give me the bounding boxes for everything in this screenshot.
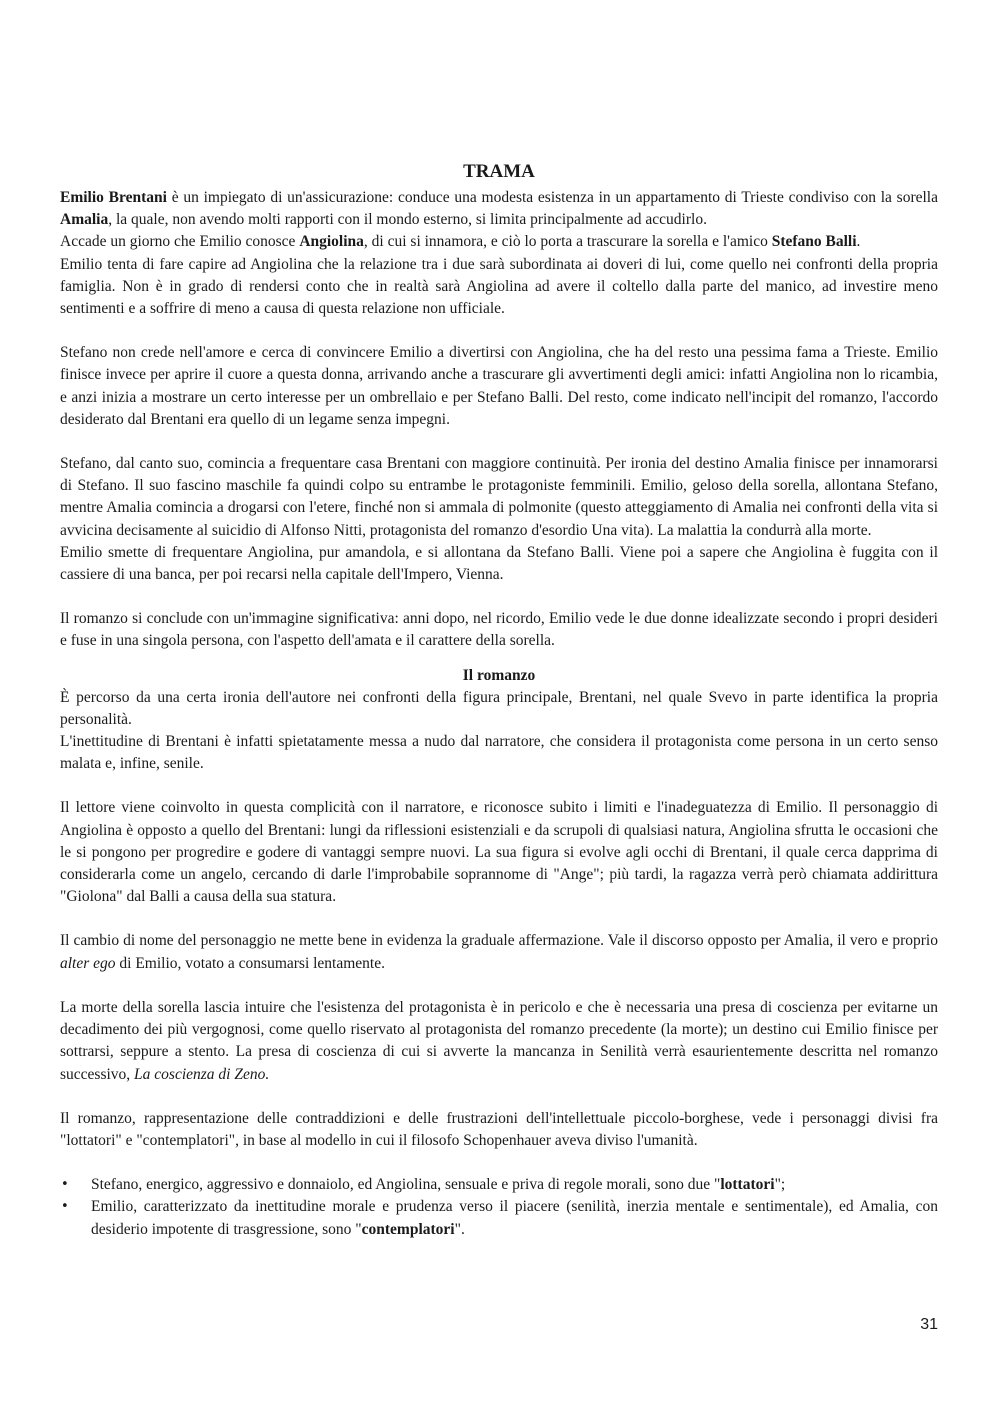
bold-stefano-balli: Stefano Balli (771, 233, 857, 251)
paragraph-romanzo-2: L'inettitudine di Brentani è infatti spietatamente messa a nudo dal narratore, che considera il protagonista come persona in un certo senso malata e, infine, senile. (60, 733, 938, 773)
spacer (60, 1086, 938, 1108)
spacer (60, 975, 938, 997)
paragraph-romanzo-1: È percorso da una certa ironia dell'autore nei confronti della figura principale, Brentani, nel quale Svevo in parte identifica la propria personalità. (60, 688, 938, 728)
spacer (60, 908, 938, 930)
paragraph-romanzo-4: Il cambio di nome del personaggio ne mette bene in evidenza la graduale affermazione. Vale il discorso opposto per Amalia, il vero e proprio alter ego di Emilio, votato a consumarsi lentamente. (60, 932, 938, 972)
bullet-icon: • (61, 1199, 69, 1215)
italic-la-coscienza-di-zeno: La coscienza di Zeno. (134, 1065, 270, 1083)
bold-emilio-brentani: Emilio Brentani (60, 189, 167, 206)
paragraph-trama-1: Emilio Brentani è un impiegato di un'assicurazione: conduce una modesta esistenza in un appartamento di Trieste condiviso con la sorella Amalia, la quale, non avendo molti rapporti con il mondo esterno, si limita principalmente ad accudirlo. (60, 189, 938, 229)
spacer (60, 775, 938, 797)
paragraph-romanzo-5: La morte della sorella lascia intuire che l'esistenza del protagonista è in pericolo e che è necessaria una presa di coscienza per evitarne un decadimento dei più vergognosi, come quello riservato al protagonista del romanzo precedente (la morte); un destino cui Emilio finisce per sottrarsi, seppure a stento. La presa di coscienza di cui si avverte la mancanza in Senilità verrà esaurientemente descritta nel romanzo successivo, La coscienza di Zeno. (60, 998, 938, 1083)
paragraph-romanzo-3: Il lettore viene coinvolto in questa complicità con il narratore, e riconosce subito i limiti e l'inadeguatezza di Emilio. Il personaggio di Angiolina è opposto a quello del Brentani: lungi da riflessioni esistenziali e da scrupoli di qualsiasi natura, Angiolina sfrutta le occasioni che le si pongono per progredire e godere di vantaggi sempre nuovi. La sua figura si evolve agli occhi di Brentani, il quale cerca dapprima di considerarla come un angelo, cercando di darle l'improbabile soprannome di "Ange"; più tardi, la ragazza verrà però chiamata addirittura "Giolona" dal Balli a causa della sua statura. (60, 799, 938, 906)
list-item: • Emilio, caratterizzato da inettitudine morale e prudenza verso il piacere (senilità, inerzia mentale e sentimentale), ed Amalia, con desiderio impotente di trasgressione, sono "contemplatori". (61, 1198, 938, 1238)
spacer (60, 320, 938, 342)
paragraph-trama-2: Accade un giorno che Emilio conosce Angiolina, di cui si innamora, e ciò lo porta a trascurare la sorella e l'amico Stefano Balli. (60, 233, 861, 251)
spacer (60, 653, 938, 665)
section-heading-romanzo: Il romanzo (462, 666, 536, 684)
paragraph-trama-4: Stefano non crede nell'amore e cerca di convincere Emilio a divertirsi con Angiolina, che ha del resto una pessima fama a Trieste. Emilio finisce invece per aprire il cuore a questa donna, arrivando anche a trascurare gli avvertimenti degli amici: infatti Angiolina non lo ricambia, e anzi inizia a mostrare un certo interesse per un ombrellaio e per Stefano Balli. Del resto, come indicato nell'incipit del romanzo, l'accordo desiderato dal Brentani era quello di un legame senza impegni. (60, 344, 938, 428)
italic-alter-ego: alter ego (60, 954, 116, 972)
bullet-list (60, 1174, 938, 1241)
bold-lottatori: lottatori (720, 1176, 775, 1194)
page-number: 31 (920, 1316, 938, 1333)
spacer (60, 431, 938, 453)
paragraph-trama-5: Stefano, dal canto suo, comincia a frequentare casa Brentani con maggiore continuità. Per ironia del destino Amalia finisce per innamorarsi di Stefano. Il suo fascino maschile fa quindi colpo su entrambe le protagoniste femminili. Emilio, geloso della sorella, allontana Stefano, mentre Amalia comincia a drogarsi con l'etere, finché non si ammala di polmonite (questo atteggiamento di Amalia nei confronti della vita si avvicina decisamente al suicidio di Alfonso Nitti, protagonista del romanzo d'esordio Una vita). La malattia la condurrà alla morte. (60, 455, 938, 539)
list-item: • Stefano, energico, aggressivo e donnaiolo, ed Angiolina, sensuale e priva di regole morali, sono due "lottatori"; (60, 1174, 938, 1196)
spacer (60, 1152, 938, 1174)
bold-angiolina: Angiolina (299, 233, 364, 251)
paragraph-romanzo-6: Il romanzo, rappresentazione delle contraddizioni e delle frustrazioni dell'intellettuale piccolo-borghese, vede i personaggi divisi fra "lottatori" e "contemplatori", in base al modello in cui il filosofo Schopenhauer aveva diviso l'umanità. (60, 1109, 938, 1149)
paragraph-trama-3: Emilio tenta di fare capire ad Angiolina che la relazione tra i due sarà subordinata ai doveri di lui, come quello nei confronti della propria famiglia. Non è in grado di rendersi conto che in realtà sarà Angiolina ad avere il coltello dalla parte del manico, ad investire meno sentimenti e a soffrire di meno a causa di questa relazione non ufficiale. (60, 255, 938, 318)
paragraph-trama-7: Il romanzo si conclude con un'immagine significativa: anni dopo, nel ricordo, Emilio vede le due donne idealizzate secondo i propri desideri e fuse in una singola persona, con l'aspetto dell'amata e il carattere della sorella. (60, 610, 938, 650)
bold-amalia: Amalia (60, 211, 109, 229)
bullet-icon: • (61, 1177, 69, 1193)
paragraph-trama-6: Emilio smette di frequentare Angiolina, pur amandola, e si allontana da Stefano Balli. Viene poi a sapere che Angiolina è fuggita con il cassiere di una banca, per poi recarsi nella capitale dell'Impero, Vienna. (60, 543, 938, 584)
spacer (60, 586, 938, 608)
page-content (60, 160, 938, 1241)
bold-contemplatori: contemplatori (361, 1220, 455, 1238)
page-title: TRAMA (463, 161, 535, 182)
